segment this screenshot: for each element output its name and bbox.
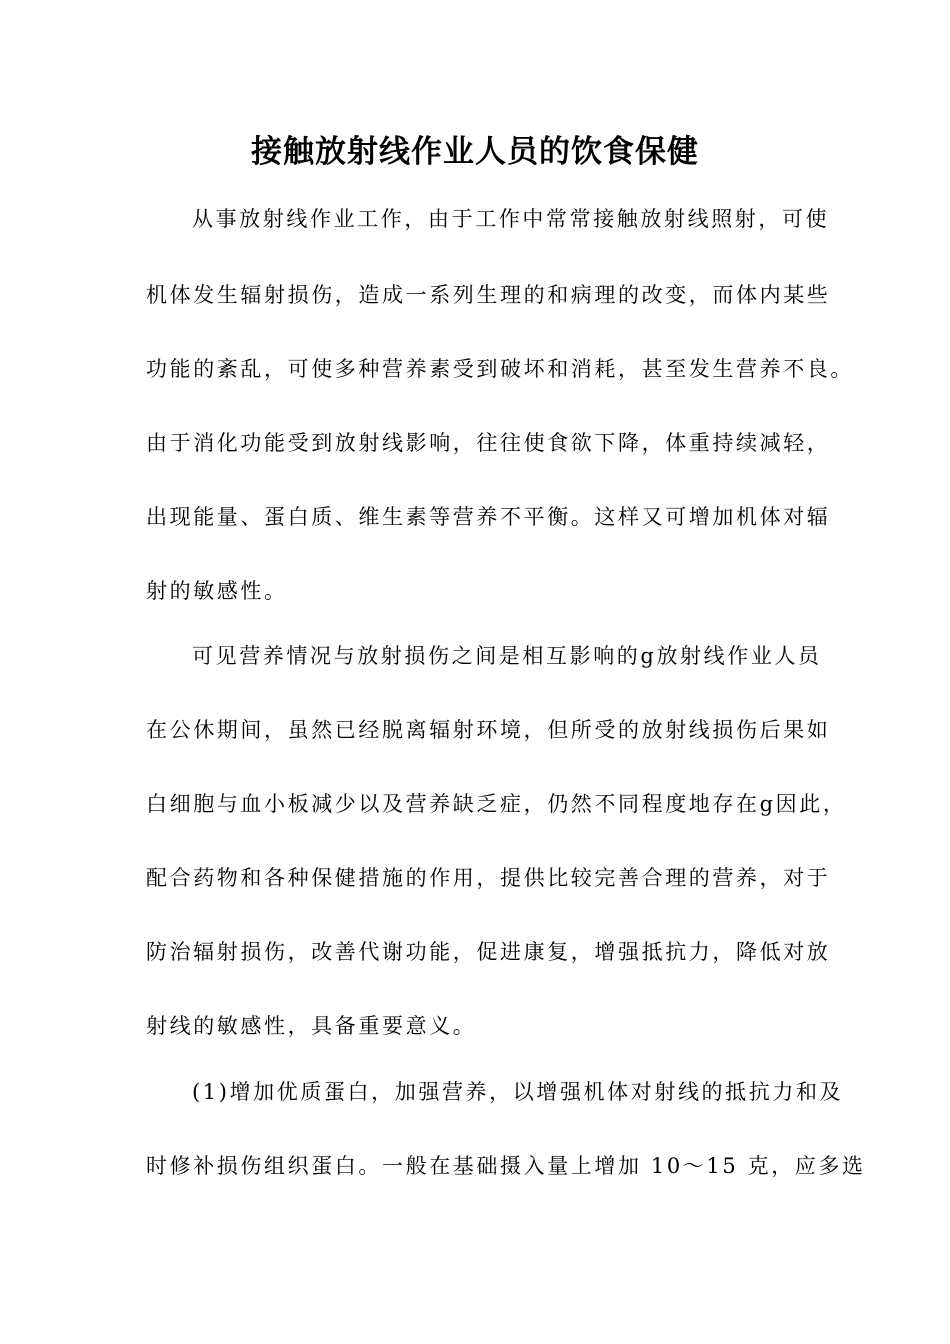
paragraph-2-line-2: 在公休期间，虽然已经脱离辐射环境，但所受的放射线损伤后果如 xyxy=(146,718,831,742)
paragraph-1-line-5: 出现能量、蛋白质、维生素等营养不平衡。这样又可增加机体对辐 xyxy=(146,505,831,529)
paragraph-2-line-1: 可见营养情况与放射损伤之间是相互影响的g放射线作业人员 xyxy=(192,644,822,668)
document-title: 接触放射线作业人员的饮食保健 xyxy=(251,134,699,170)
paragraph-1-line-3: 功能的紊乱，可使多种营养素受到破坏和消耗，甚至发生营养不良。 xyxy=(146,357,854,381)
paragraph-2-line-5: 防治辐射损伤，改善代谢功能，促进康复，增强抵抗力，降低对放 xyxy=(146,940,831,964)
paragraph-1-line-2: 机体发生辐射损伤，造成一系列生理的和病理的改变，而体内某些 xyxy=(146,283,831,307)
paragraph-3-line-1: (1)增加优质蛋白，加强营养，以增强机体对射线的抵抗力和及 xyxy=(192,1080,844,1104)
paragraph-3-line-2: 时修补损伤组织蛋白。一般在基础摄入量上增加 10～15 克，应多选 xyxy=(146,1154,866,1178)
paragraph-1-line-4: 由于消化功能受到放射线影响，往往使食欲下降，体重持续减轻， xyxy=(146,431,831,455)
paragraph-2-line-4: 配合药物和各种保健措施的作用，提供比较完善合理的营养，对于 xyxy=(146,866,831,890)
paragraph-2-line-6: 射线的敏感性，具备重要意义。 xyxy=(146,1014,477,1038)
paragraph-1-line-1: 从事放射线作业工作，由于工作中常常接触放射线照射，可使 xyxy=(192,207,830,231)
paragraph-2-line-3: 白细胞与血小板减少以及营养缺乏症，仍然不同程度地存在g因此， xyxy=(146,792,847,816)
paragraph-1-line-6: 射的敏感性。 xyxy=(146,579,288,603)
